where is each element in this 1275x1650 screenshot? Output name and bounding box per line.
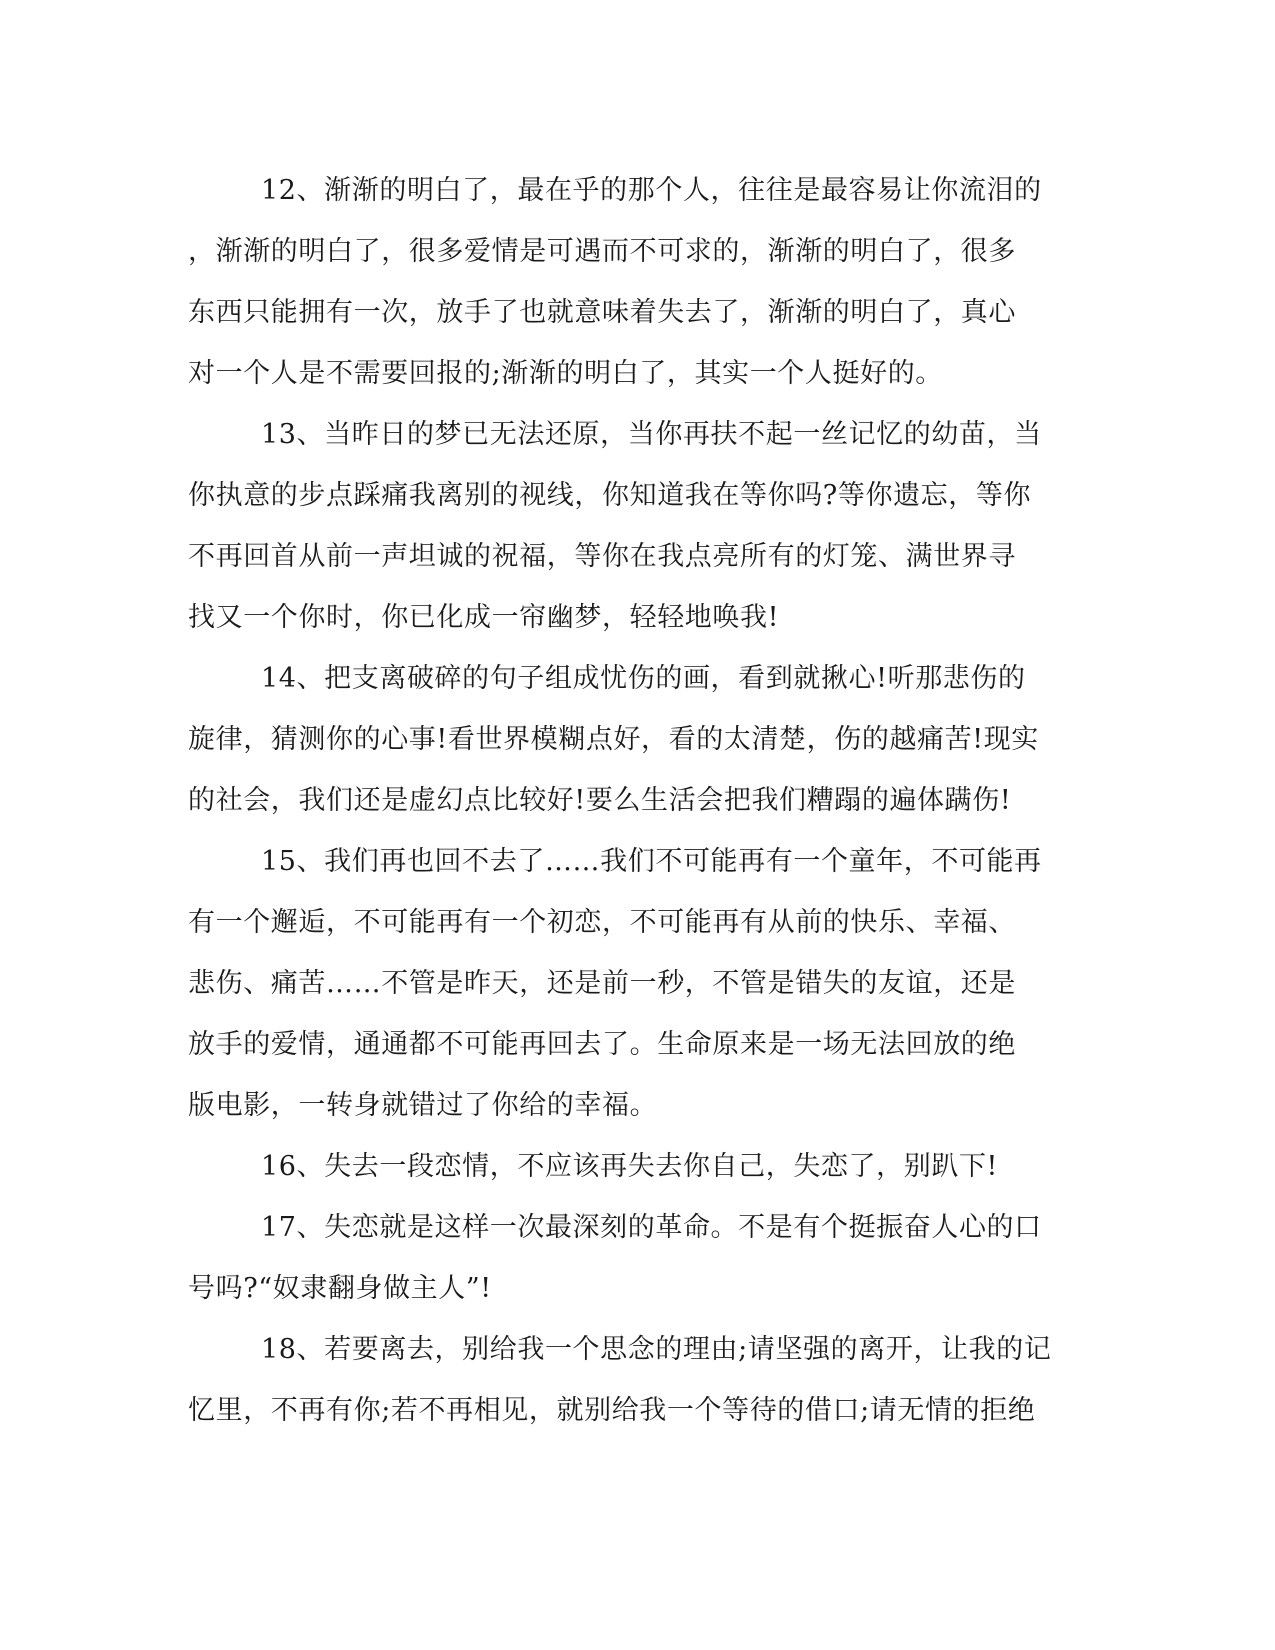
text-line: 版电影，一转身就错过了你给的幸福。 xyxy=(188,1090,658,1121)
text-line: 放手的爱情，通通都不可能再回去了。生命原来是一场无法回放的绝 xyxy=(188,1029,1016,1060)
text-line: ，渐渐的明白了，很多爱情是可遇而不可求的，渐渐的明白了，很多 xyxy=(188,236,1016,267)
text-line: 找又一个你时，你已化成一帘幽梦，轻轻地唤我! xyxy=(188,602,780,633)
text-line: 13、当昨日的梦已无法还原，当你再扶不起一丝记忆的幼苗，当 xyxy=(261,419,1042,450)
text-line: 对一个人是不需要回报的;渐渐的明白了，其实一个人挺好的。 xyxy=(188,358,943,389)
text-line: 12、渐渐的明白了，最在乎的那个人，往往是最容易让你流泪的 xyxy=(261,175,1042,206)
document-body xyxy=(188,160,1088,1441)
text-line: 悲伤、痛苦……不管是昨天，还是前一秒，不管是错失的友谊，还是 xyxy=(188,968,1016,999)
text-line: 号吗?“奴隶翻身做主人”! xyxy=(188,1273,492,1304)
text-line: 16、失去一段恋情，不应该再失去你自己，失恋了，别趴下! xyxy=(261,1151,999,1182)
text-line: 14、把支离破碎的句子组成忧伤的画，看到就揪心!听那悲伤的 xyxy=(261,663,1026,694)
text-line: 不再回首从前一声坦诚的祝福，等你在我点亮所有的灯笼、满世界寻 xyxy=(188,541,1016,572)
text-line: 东西只能拥有一次，放手了也就意味着失去了，渐渐的明白了，真心 xyxy=(188,297,1016,328)
text-line: 有一个邂逅，不可能再有一个初恋，不可能再有从前的快乐、幸福、 xyxy=(188,907,1016,938)
text-line: 17、失恋就是这样一次最深刻的革命。不是有个挺振奋人心的口 xyxy=(261,1212,1042,1243)
text-line: 的社会，我们还是虚幻点比较好!要么生活会把我们糟蹋的遍体蹒伤! xyxy=(188,785,1012,816)
text-line: 忆里，不再有你;若不再相见，就别给我一个等待的借口;请无情的拒绝 xyxy=(188,1395,1036,1426)
text-line: 旋律，猜测你的心事!看世界模糊点好，看的太清楚，伤的越痛苦!现实 xyxy=(188,724,1039,755)
text-line: 你执意的步点踩痛我离别的视线，你知道我在等你吗?等你遗忘，等你 xyxy=(188,480,1032,511)
text-line: 18、若要离去，别给我一个思念的理由;请坚强的离开，让我的记 xyxy=(261,1334,1052,1365)
text-line: 15、我们再也回不去了……我们不可能再有一个童年，不可能再 xyxy=(261,846,1042,877)
